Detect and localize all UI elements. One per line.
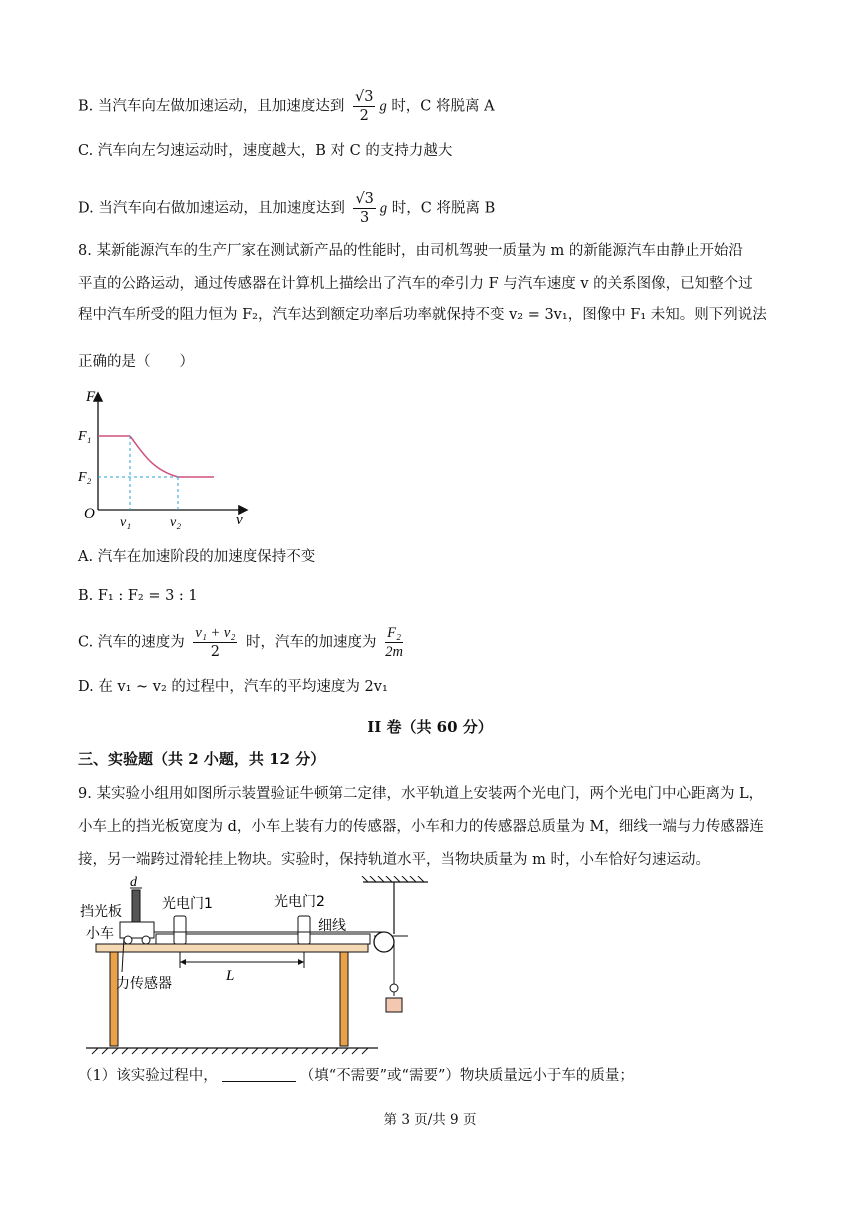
y-axis-label: F [86, 389, 96, 405]
q7-option-d: D. 当汽车向右做加速运动，且加速度达到 $\frac{√3}{3}$ g 时，C 将脱离 B [78, 191, 496, 226]
photogate-2 [298, 916, 310, 944]
q7-option-b: B. 当汽车向左做加速运动，且加速度达到 $\frac{√3}{2}$ g 时，C 将脱离 A [78, 89, 495, 124]
q9-stem-line2: 小车上的挡光板宽度为 d，小车上装有力的传感器，小车和力的传感器总质量为 M，细线一端与力传感器连 [78, 819, 764, 835]
force-sensor-label: 力传感器 [116, 976, 172, 992]
track [156, 934, 370, 944]
origin-label: O [84, 506, 95, 522]
q8-stem-line2: 平直的公路运动，通过传感器在计算机上描绘出了汽车的牵引力 F 与汽车速度 v 的关系图像，已知整个过 [78, 276, 753, 292]
f2-label: F₂ [78, 470, 92, 485]
q8-option-b: B. F₁ : F₂ = 3 : 1 [78, 588, 198, 604]
q9-stem-line3: 接，另一端跨过滑轮挂上物块。实验时，保持轨道水平，当物块质量为 m 时，小车恰好匀速运动。 [78, 852, 710, 868]
v1-label: v₁ [120, 515, 132, 530]
page-footer: 第 3 页/共 9 页 [383, 1112, 477, 1128]
block-mass [386, 998, 402, 1012]
answer-blank[interactable] [222, 1067, 296, 1082]
distance-label: L [226, 968, 235, 984]
thread-label: 细线 [318, 918, 346, 934]
car-wheel [142, 936, 150, 944]
q8-option-c: C. 汽车的速度为 $\frac{\text{v₁ + v₂}}{2}$ 时，汽车的加速度为 $\frac{\text{F₂}}{2m}$ [78, 625, 403, 660]
width-label: d [130, 876, 137, 890]
table-top [96, 944, 368, 952]
car-wheel [124, 936, 132, 944]
photogate-1-label: 光电门1 [162, 896, 213, 912]
fraction: $\frac{√3}{3}$ [355, 191, 374, 226]
pulley [374, 932, 394, 952]
fraction: $\frac{\text{F₂}}{2m}$ [385, 625, 403, 660]
q7-option-c: C. 汽车向左匀速运动时，速度越大，B 对 C 的支持力越大 [78, 143, 453, 159]
shading-plate [132, 890, 140, 922]
shading-plate-label: 挡光板 [80, 904, 122, 920]
fraction: $\frac{√3}{2}$ [354, 89, 374, 124]
experiment-apparatus-figure [78, 876, 458, 1056]
ceiling-support [362, 876, 428, 882]
power-curve [130, 436, 178, 477]
q8-stem-line3: 程中汽车所受的阻力恒为 F₂，汽车达到额定功率后功率就保持不变 v₂ = 3v₁，图像中 F₁ 未知。则下列说法 [78, 307, 767, 323]
q9-subquestion-1: （1）该实验过程中， （填“不需要”或“需要”）物块质量远小于车的质量； [78, 1068, 634, 1084]
table-leg-right [340, 952, 348, 1046]
car-label: 小车 [86, 926, 114, 942]
section-heading: 三、实验题（共 2 小题，共 12 分） [78, 750, 326, 768]
f1-label: F₁ [78, 429, 92, 444]
x-axis-label: v [236, 512, 243, 528]
sensor-pointer [122, 938, 124, 972]
car-body [120, 922, 154, 938]
q9-stem-line1: 9. 某实验小组用如图所示装置验证牛顿第二定律，水平轨道上安装两个光电门，两个光电门中心距离为 L， [78, 786, 764, 802]
force-velocity-graph [76, 384, 256, 534]
fraction: $\frac{\text{v₁ + v₂}}{2}$ [195, 625, 236, 660]
photogate-2-label: 光电门2 [274, 894, 325, 910]
section-title: II 卷（共 60 分） [367, 718, 493, 736]
table-leg-left [110, 952, 118, 1046]
q8-option-a: A. 汽车在加速阶段的加速度保持不变 [78, 549, 316, 565]
q8-stem-line1: 8. 某新能源汽车的生产厂家在测试新产品的性能时，由司机驾驶一质量为 m 的新能源汽车由静止开始沿 [78, 243, 743, 259]
q8-stem-line4: 正确的是（ ） [78, 354, 194, 370]
q8-option-d: D. 在 v₁ ~ v₂ 的过程中，汽车的平均速度为 2v₁ [78, 679, 388, 695]
photogate-1 [174, 916, 186, 944]
v2-label: v₂ [170, 515, 182, 530]
floor [86, 1048, 378, 1054]
